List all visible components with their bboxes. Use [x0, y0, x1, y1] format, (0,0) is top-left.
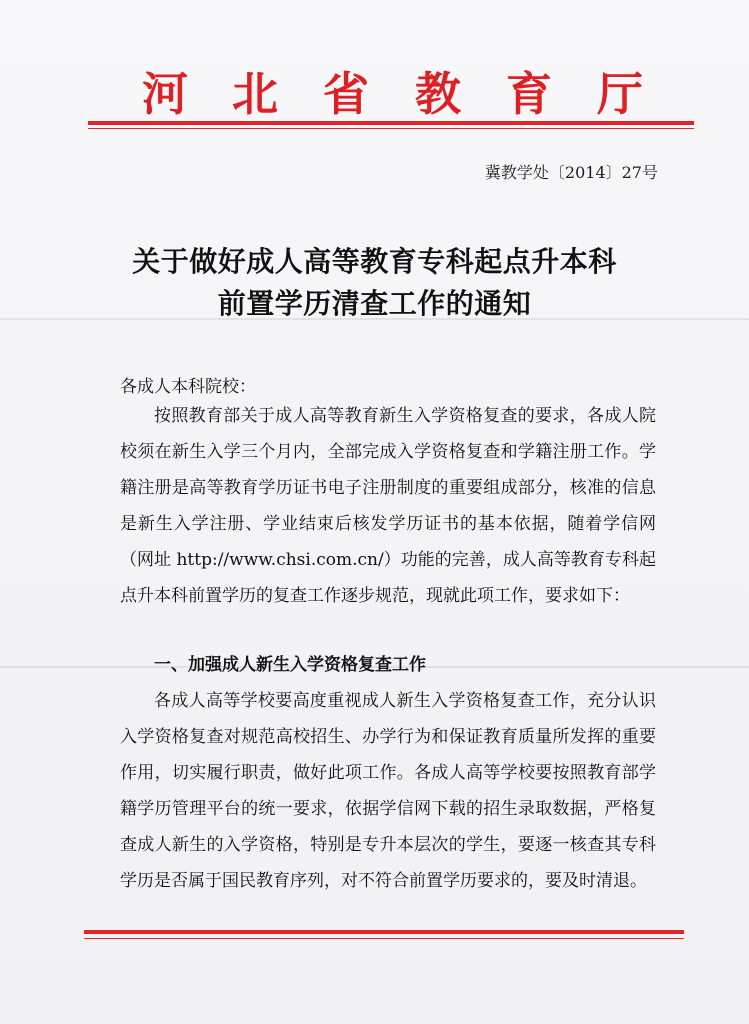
- masthead-char: 厅: [597, 67, 643, 121]
- masthead-char: 河: [142, 67, 188, 121]
- bottom-red-rule: [84, 930, 684, 934]
- body-paragraph: 按照教育部关于成人高等教育新生入学资格复查的要求，各成人院校须在新生入学三个月内，全部完成入学资格复查和学籍注册工作。学籍注册是高等教育学历证书电子注册制度的重要组成部分，核准的信息是新生入学注册、学业结束后核发学历证书的基本依据，随着学信网（网址 http://www.chsi.com.cn/）功能的完善，成人高等教育专科起点升本科前置学历的复查工作逐步规范，现就此项工作，要求如下：: [120, 406, 656, 606]
- top-red-rule-thin: [88, 128, 694, 129]
- masthead-char: 省: [323, 67, 369, 121]
- document-title-line2: 前置学历清查工作的通知: [217, 287, 532, 320]
- body-paragraph: 各成人高等学校要高度重视成人新生入学资格复查工作，充分认识入学资格复查对规范高校招生、办学行为和保证教育质量所发挥的重要作用，切实履行职责，做好此项工作。各成人高等学校要按照教育部学籍学历管理平台的统一要求，依据学信网下载的招生录取数据，严格复查成人新生的入学资格，特别是专升本层次的学生，要逐一核查其专科学历是否属于国民教育序列，对不符合前置学历要求的，要及时清退。: [120, 691, 656, 891]
- masthead: [80, 64, 670, 124]
- bottom-red-rule-thin: [84, 938, 684, 939]
- salutation: 各成人本科院校：: [120, 377, 256, 397]
- masthead-char: 育: [506, 67, 552, 121]
- document-title-line1: 关于做好成人高等教育专科起点升本科: [132, 245, 617, 278]
- section-heading: 一、加强成人新生入学资格复查工作: [154, 655, 426, 675]
- top-red-rule: [88, 121, 694, 125]
- masthead-char: 教: [415, 67, 461, 121]
- document-number: 冀教学处〔2014〕27号: [484, 163, 658, 182]
- masthead-char: 北: [232, 67, 278, 121]
